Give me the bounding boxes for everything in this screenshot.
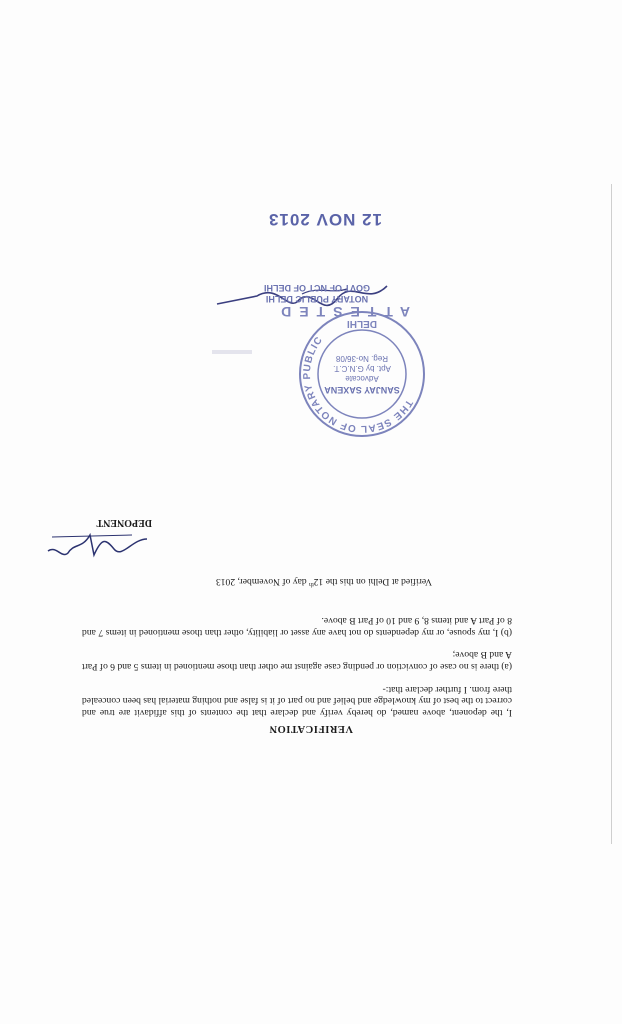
seal-appointment: Apt. by G.N.C.T. bbox=[333, 364, 391, 373]
seal-city: DELHI bbox=[347, 318, 377, 329]
notary-line2: GOVT OF NCT OF DELHI bbox=[264, 283, 370, 293]
seal-reg: Reg. No-36/08 bbox=[335, 354, 389, 363]
declaration-item-b: (b) I, my spouse, or my dependents do not have any asset or liability, other than those mentioned in items 7 and 8 of Part A and items 8, 9 and 10 of Part B above. bbox=[82, 615, 512, 638]
verified-sup: th bbox=[309, 581, 314, 587]
seal-role: Advocate bbox=[345, 374, 379, 383]
deponent-label: DEPONENT bbox=[96, 517, 152, 528]
attested-stamp: ATTESTED bbox=[273, 304, 410, 320]
notary-stamp-block bbox=[217, 283, 417, 304]
smudge-mark bbox=[212, 350, 252, 354]
date-stamp: 12 NOV 2013 bbox=[267, 210, 382, 229]
verified-suffix: day of November, 2013 bbox=[215, 575, 310, 587]
intro-paragraph: I, the deponent, above named, do hereby verify and declare that the contents of this affidavit are true and correct to the best of my knowledge and belief and no part of it is false and nothing material has been concealed there from. I further declare that:- bbox=[82, 684, 512, 718]
declaration-item-a: (a) there is no case of conviction or pending case against me other than those mentioned in items 5 and 6 of Part A and B above; bbox=[82, 649, 512, 672]
verified-prefix: Verified at Delhi on this the 12 bbox=[313, 575, 432, 587]
notary-seal bbox=[297, 309, 427, 439]
notary-line1: NOTARY PUBLIC DELHI bbox=[265, 294, 369, 304]
verification-line bbox=[72, 576, 432, 587]
deponent-signature bbox=[42, 529, 152, 569]
seal-name: SANJAY SAXENA bbox=[324, 385, 400, 395]
seal-ring-text: THE SEAL OF NOTARY PUBLIC bbox=[301, 334, 415, 435]
page-edge bbox=[611, 184, 612, 844]
page-title: VERIFICATION bbox=[269, 723, 353, 734]
